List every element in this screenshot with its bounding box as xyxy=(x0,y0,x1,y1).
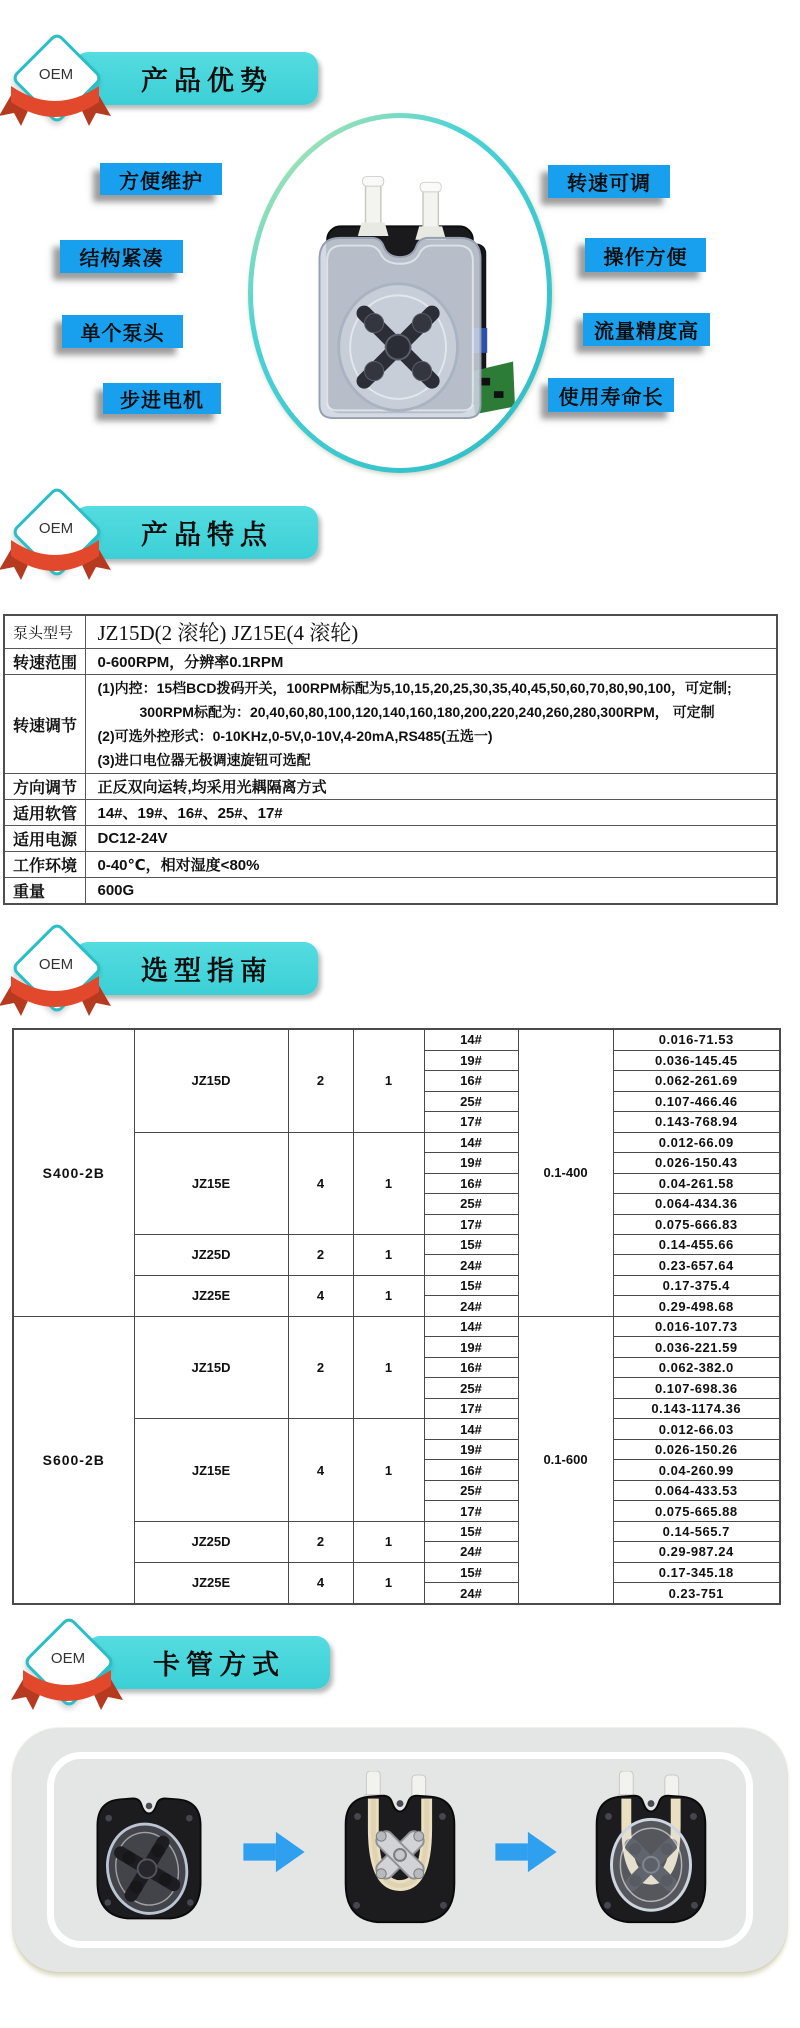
cell-tube-size: 17# xyxy=(424,1214,518,1234)
cell-tube-size: 14# xyxy=(424,1419,518,1439)
spec-row-value: 正反双向运转,均采用光耦隔离方式 xyxy=(85,774,777,800)
advantage-label-easy-maintenance xyxy=(100,163,222,195)
cell-flow-range: 0.17-345.18 xyxy=(613,1562,780,1582)
cell-tube-size: 17# xyxy=(424,1398,518,1418)
oem-badge-label: OEM xyxy=(38,956,74,973)
spec-row-value xyxy=(85,675,777,774)
cell-flow-range: 0.036-221.59 xyxy=(613,1337,780,1357)
cell-qty: 1 xyxy=(353,1234,424,1275)
cell-flow-range: 0.012-66.09 xyxy=(613,1132,780,1152)
section-title: 选型指南 xyxy=(141,956,273,986)
cell-qty: 1 xyxy=(353,1419,424,1521)
cell-flow-range: 0.04-261.58 xyxy=(613,1173,780,1193)
selection-row xyxy=(13,1316,780,1336)
label-text: 转速可调 xyxy=(567,173,651,195)
section-header-advantages xyxy=(10,31,350,163)
cell-flow-range: 0.23-657.64 xyxy=(613,1255,780,1275)
peristaltic-pump-photo xyxy=(285,164,515,444)
cell-tube-size: 14# xyxy=(424,1029,518,1050)
right-arrow-icon xyxy=(243,1830,305,1874)
spec-row-label: 适用电源 xyxy=(4,826,85,852)
section-title: 卡管方式 xyxy=(153,1650,285,1680)
cell-flow-range: 0.064-434.36 xyxy=(613,1194,780,1214)
cell-tube-size: 15# xyxy=(424,1521,518,1541)
cell-model: S600-2B xyxy=(13,1316,134,1604)
spec-row-label: 转速范围 xyxy=(4,649,85,675)
spec-row xyxy=(4,675,777,774)
cell-flow-range: 0.064-433.53 xyxy=(613,1480,780,1500)
cell-pump-head: JZ25D xyxy=(134,1521,288,1562)
cell-pump-head: JZ25E xyxy=(134,1275,288,1316)
spec-value-line: 300RPM标配为：20,40,60,80,100,120,140,160,180,200,220,240,260,280,300RPM， 可定制 xyxy=(139,704,715,720)
spec-row-label: 方向调节 xyxy=(4,774,85,800)
cell-rollers: 2 xyxy=(288,1029,353,1132)
cell-tube-size: 14# xyxy=(424,1316,518,1336)
spec-row-value: JZ15D(2 滚轮) JZ15E(4 滚轮) xyxy=(85,615,777,649)
section-title: 产品特点 xyxy=(141,520,273,550)
spec-row xyxy=(4,800,777,826)
advantage-label-adjustable-speed xyxy=(548,165,670,198)
cell-flow-range: 0.062-261.69 xyxy=(613,1071,780,1091)
cell-tube-size: 24# xyxy=(424,1583,518,1604)
cell-tube-size: 15# xyxy=(424,1234,518,1254)
cell-tube-size: 14# xyxy=(424,1132,518,1152)
cell-tube-size: 15# xyxy=(424,1275,518,1295)
spec-row-value: 0-600RPM，分辨率0.1RPM xyxy=(85,649,777,675)
ribbon-icon xyxy=(0,86,111,132)
cell-flow-range: 0.29-987.24 xyxy=(613,1542,780,1562)
cell-pump-head: JZ15D xyxy=(134,1029,288,1132)
label-text: 流量精度高 xyxy=(594,321,699,343)
oem-badge-label: OEM xyxy=(50,1650,86,1667)
cell-qty: 1 xyxy=(353,1316,424,1418)
cell-pump-head: JZ15E xyxy=(134,1132,288,1234)
cell-pump-head: JZ25D xyxy=(134,1234,288,1275)
cell-flow-range: 0.143-768.94 xyxy=(613,1112,780,1132)
cell-tube-size: 25# xyxy=(424,1378,518,1398)
right-arrow-icon xyxy=(495,1830,557,1874)
cell-rollers: 4 xyxy=(288,1562,353,1604)
cell-model: S400-2B xyxy=(13,1029,134,1316)
cell-rollers: 4 xyxy=(288,1132,353,1234)
cell-flow-range: 0.012-66.03 xyxy=(613,1419,780,1439)
cell-tube-size: 16# xyxy=(424,1173,518,1193)
spec-row xyxy=(4,615,777,649)
spec-row-label: 泵头型号 xyxy=(4,615,85,649)
cell-tube-size: 25# xyxy=(424,1194,518,1214)
cell-flow-range: 0.107-698.36 xyxy=(613,1378,780,1398)
cell-tube-size: 19# xyxy=(424,1153,518,1173)
advantage-label-high-flow-accuracy xyxy=(583,313,710,346)
cell-speed-range: 0.1-400 xyxy=(518,1029,613,1316)
cell-tube-size: 25# xyxy=(424,1091,518,1111)
pump-empty-head-image xyxy=(83,1775,215,1925)
cell-tube-size: 16# xyxy=(424,1071,518,1091)
cell-flow-range: 0.016-71.53 xyxy=(613,1029,780,1050)
cell-flow-range: 0.026-150.43 xyxy=(613,1153,780,1173)
spec-row-label: 工作环境 xyxy=(4,852,85,878)
cell-tube-size: 19# xyxy=(424,1337,518,1357)
label-text: 方便维护 xyxy=(119,170,203,193)
cell-flow-range: 0.143-1174.36 xyxy=(613,1398,780,1418)
pump-tube-loaded-image xyxy=(334,1771,466,1929)
product-photo xyxy=(253,118,547,468)
cell-tube-size: 17# xyxy=(424,1501,518,1521)
cell-pump-head: JZ15E xyxy=(134,1419,288,1521)
label-text: 单个泵头 xyxy=(80,323,165,345)
advantage-label-easy-operation xyxy=(585,238,706,272)
section-header-features xyxy=(10,485,350,617)
spec-row-value: 0-40℃，相对湿度<80% xyxy=(85,852,777,878)
oem-badge-label: OEM xyxy=(38,520,74,537)
cell-flow-range: 0.036-145.45 xyxy=(613,1050,780,1070)
advantage-label-single-pump-head xyxy=(62,315,183,348)
cell-flow-range: 0.23-751 xyxy=(613,1583,780,1604)
label-text: 操作方便 xyxy=(603,246,688,269)
advantage-label-compact-structure xyxy=(60,240,183,273)
cell-qty: 1 xyxy=(353,1275,424,1316)
spec-row xyxy=(4,826,777,852)
pump-cover-closed-image xyxy=(585,1771,717,1929)
cell-qty: 1 xyxy=(353,1521,424,1562)
spec-table xyxy=(3,614,778,905)
cell-tube-size: 15# xyxy=(424,1562,518,1582)
spec-row-label: 转速调节 xyxy=(4,675,85,774)
tube-clamping-steps xyxy=(47,1752,753,1948)
cell-rollers: 2 xyxy=(288,1234,353,1275)
spec-value-line: (3)进口电位器无极调速旋钮可选配 xyxy=(97,752,311,768)
cell-tube-size: 16# xyxy=(424,1460,518,1480)
ribbon-icon xyxy=(0,540,111,586)
cell-tube-size: 19# xyxy=(424,1439,518,1459)
label-text: 结构紧凑 xyxy=(79,248,164,270)
cell-flow-range: 0.026-150.26 xyxy=(613,1439,780,1459)
spec-row xyxy=(4,774,777,800)
cell-tube-size: 25# xyxy=(424,1480,518,1500)
cell-tube-size: 24# xyxy=(424,1255,518,1275)
cell-flow-range: 0.107-466.46 xyxy=(613,1091,780,1111)
ribbon-icon xyxy=(0,976,111,1022)
cell-qty: 1 xyxy=(353,1562,424,1604)
label-text: 步进电机 xyxy=(120,390,204,412)
spec-row-value: 600G xyxy=(85,878,777,905)
cell-tube-size: 17# xyxy=(424,1112,518,1132)
selection-row xyxy=(13,1029,780,1050)
cell-rollers: 2 xyxy=(288,1521,353,1562)
ribbon-icon xyxy=(11,1670,123,1716)
spec-row-label: 重量 xyxy=(4,878,85,905)
cell-tube-size: 16# xyxy=(424,1357,518,1377)
advantage-label-long-service-life xyxy=(548,378,674,412)
cell-flow-range: 0.075-665.88 xyxy=(613,1501,780,1521)
cell-rollers: 2 xyxy=(288,1316,353,1418)
cell-pump-head: JZ25E xyxy=(134,1562,288,1604)
label-text: 使用寿命长 xyxy=(558,386,664,409)
tube-clamping-panel xyxy=(13,1728,787,1972)
spec-row xyxy=(4,878,777,905)
cell-flow-range: 0.016-107.73 xyxy=(613,1316,780,1336)
oem-badge-label: OEM xyxy=(38,66,74,83)
cell-rollers: 4 xyxy=(288,1419,353,1521)
cell-rollers: 4 xyxy=(288,1275,353,1316)
advantage-label-stepper-motor xyxy=(103,383,221,414)
cell-flow-range: 0.062-382.0 xyxy=(613,1357,780,1377)
spec-row-label: 适用软管 xyxy=(4,800,85,826)
product-photo-ring xyxy=(248,113,552,473)
cell-flow-range: 0.075-666.83 xyxy=(613,1214,780,1234)
spec-row-value: 14#、19#、16#、25#、17# xyxy=(85,800,777,826)
spec-value-line: (2)可选外控形式：0-10KHz,0-5V,0-10V,4-20mA,RS485(五选一) xyxy=(97,728,493,744)
cell-tube-size: 24# xyxy=(424,1542,518,1562)
cell-flow-range: 0.17-375.4 xyxy=(613,1275,780,1295)
spec-row xyxy=(4,649,777,675)
cell-speed-range: 0.1-600 xyxy=(518,1316,613,1604)
section-title: 产品优势 xyxy=(141,66,273,96)
cell-tube-size: 24# xyxy=(424,1296,518,1316)
cell-qty: 1 xyxy=(353,1029,424,1132)
spec-value-line: (1)内控：15档BCD拨码开关，100RPM标配为5,10,15,20,25,30,35,40,45,50,60,70,80,90,100，可定制; xyxy=(97,680,732,696)
spec-row-value: DC12-24V xyxy=(85,826,777,852)
cell-tube-size: 19# xyxy=(424,1050,518,1070)
selection-table xyxy=(12,1028,779,1605)
cell-qty: 1 xyxy=(353,1132,424,1234)
spec-row xyxy=(4,852,777,878)
cell-flow-range: 0.29-498.68 xyxy=(613,1296,780,1316)
cell-flow-range: 0.14-455.66 xyxy=(613,1234,780,1254)
cell-flow-range: 0.14-565.7 xyxy=(613,1521,780,1541)
cell-flow-range: 0.04-260.99 xyxy=(613,1460,780,1480)
cell-pump-head: JZ15D xyxy=(134,1316,288,1418)
